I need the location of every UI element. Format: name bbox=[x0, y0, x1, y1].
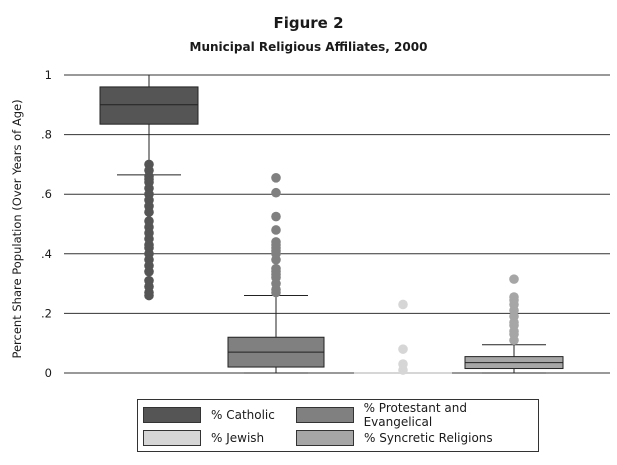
legend-swatch-syncretic bbox=[296, 430, 354, 446]
box-group-jewish bbox=[354, 300, 452, 375]
outlier-point bbox=[509, 335, 519, 345]
outlier-point bbox=[271, 255, 281, 265]
box-group-protestant bbox=[228, 173, 324, 373]
legend-item-protestant bbox=[296, 401, 538, 429]
y-tick-label: .2 bbox=[41, 306, 52, 321]
box-group-catholic bbox=[100, 75, 198, 300]
y-tick-label: .6 bbox=[41, 187, 52, 202]
box-group-syncretic bbox=[465, 274, 563, 373]
y-tick-label: .8 bbox=[41, 127, 52, 142]
outlier-point bbox=[271, 173, 281, 183]
outlier-point bbox=[509, 274, 519, 284]
y-axis-label: Percent Share Population (Over Years of Age) bbox=[10, 99, 24, 359]
outlier-point bbox=[271, 212, 281, 222]
figure-label: Figure 2 bbox=[273, 14, 344, 32]
legend-item-catholic bbox=[143, 406, 275, 424]
outlier-point bbox=[271, 288, 281, 298]
outlier-point bbox=[144, 291, 154, 301]
legend-label-syncretic: % Syncretic Religions bbox=[364, 431, 493, 445]
legend-item-jewish bbox=[143, 429, 264, 447]
outlier-point bbox=[398, 344, 408, 354]
legend-swatch-catholic bbox=[143, 407, 201, 423]
legend-item-syncretic bbox=[296, 429, 493, 447]
box-iqr bbox=[100, 87, 198, 124]
y-tick-label: 0 bbox=[44, 366, 52, 380]
chart-title: Municipal Religious Affiliates, 2000 bbox=[189, 40, 428, 54]
legend-swatch-jewish bbox=[143, 430, 201, 446]
outlier-point bbox=[144, 207, 154, 217]
legend-swatch-protestant bbox=[296, 407, 354, 423]
legend-label-catholic: % Catholic bbox=[211, 408, 275, 422]
legend bbox=[137, 399, 539, 452]
legend-label-jewish: % Jewish bbox=[211, 431, 265, 445]
outlier-point bbox=[271, 225, 281, 235]
outlier-point bbox=[271, 188, 281, 198]
legend-label-protestant: % Protestant and Evangelical bbox=[363, 401, 467, 429]
y-tick-label: 1 bbox=[44, 68, 52, 82]
outlier-point bbox=[398, 300, 408, 310]
outlier-point bbox=[144, 267, 154, 277]
outlier-point bbox=[398, 365, 408, 375]
y-tick-label: .4 bbox=[41, 246, 52, 261]
